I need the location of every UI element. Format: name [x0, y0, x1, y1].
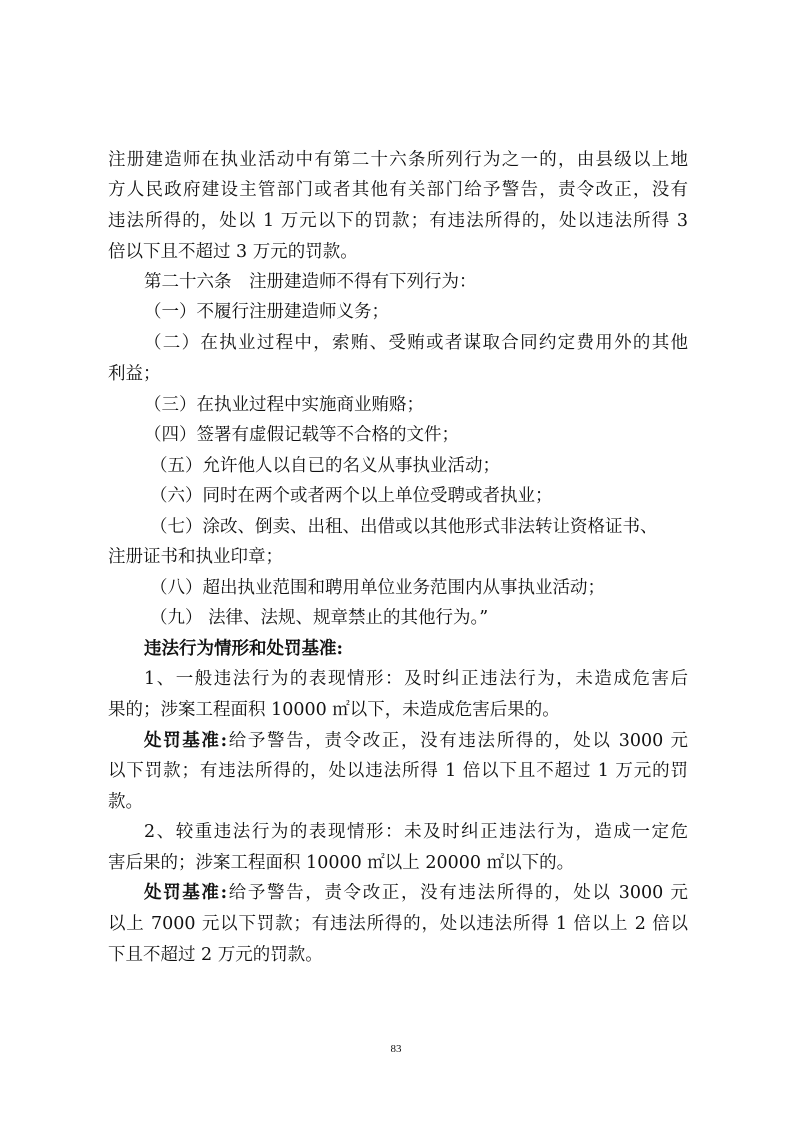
penalty-line: 以下罚款；有违法所得的，处以违法所得 1 倍以下且不超过 1 万元的罚: [108, 761, 688, 781]
list-item: （三）在执业过程中实施商业贿赂；: [144, 395, 424, 415]
penalty-line: 下且不超过 2 万元的罚款。: [108, 945, 323, 965]
article-heading: 第二十六条 注册建造师不得有下列行为：: [144, 272, 477, 292]
list-item: （六）同时在两个或者两个以上单位受聘或者执业；: [150, 486, 553, 506]
paragraph-line: 方人民政府建设主管部门或者其他有关部门给予警告，责令改正，没有: [108, 180, 688, 200]
list-item: （四）签署有虚假记载等不合格的文件；: [144, 425, 459, 445]
penalty-line: [144, 883, 688, 903]
list-item: （七）涂改、倒卖、出租、出借或以其他形式非法转让资格证书、: [150, 517, 658, 537]
penalty-label: 处罚基准:: [144, 883, 228, 903]
list-item: （九） 法律、法规、规章禁止的其他行为。”: [150, 608, 489, 628]
page-number: 83: [390, 1043, 402, 1055]
penalty-line: 款。: [108, 792, 143, 812]
list-item: （八）超出执业范围和聘用单位业务范围内从事执业活动；: [150, 578, 605, 598]
list-item-continuation: 利益；: [108, 364, 161, 384]
penalty-text: 给予警告，责令改正，没有违法所得的，处以 3000 元: [227, 883, 688, 903]
list-item: （五）允许他人以自已的名义从事执业活动；: [150, 456, 500, 476]
section-heading: 违法行为情形和处罚基准:: [144, 639, 343, 659]
penalty-line: [144, 731, 688, 751]
case-line: 1、一般违法行为的表现情形：及时纠正违法行为，未造成危害后: [144, 669, 688, 689]
penalty-line: 以上 7000 元以下罚款；有违法所得的，处以违法所得 1 倍以上 2 倍以: [108, 914, 688, 934]
list-item-continuation: 注册证书和执业印章；: [108, 547, 283, 567]
penalty-text: 给予警告，责令改正，没有违法所得的，处以 3000 元: [227, 731, 688, 751]
paragraph-line: 注册建造师在执业活动中有第二十六条所列行为之一的，由县级以上地: [108, 150, 688, 170]
case-line: 果的；涉案工程面积 10000 ㎡以下，未造成危害后果的。: [108, 700, 560, 720]
case-line: 害后果的；涉案工程面积 10000 ㎡以上 20000 ㎡以下的。: [108, 853, 575, 873]
list-item: （一）不履行注册建造师义务；: [144, 302, 389, 322]
list-item: （二）在执业过程中，索贿、受贿或者谋取合同约定费用外的其他: [144, 333, 688, 353]
paragraph-line: 倍以下且不超过 3 万元的罚款。: [108, 242, 358, 262]
paragraph-line: 违法所得的，处以 1 万元以下的罚款；有违法所得的，处以违法所得 3: [108, 211, 688, 231]
case-line: 2、较重违法行为的表现情形：未及时纠正违法行为，造成一定危: [144, 822, 688, 842]
penalty-label: 处罚基准:: [144, 731, 228, 751]
